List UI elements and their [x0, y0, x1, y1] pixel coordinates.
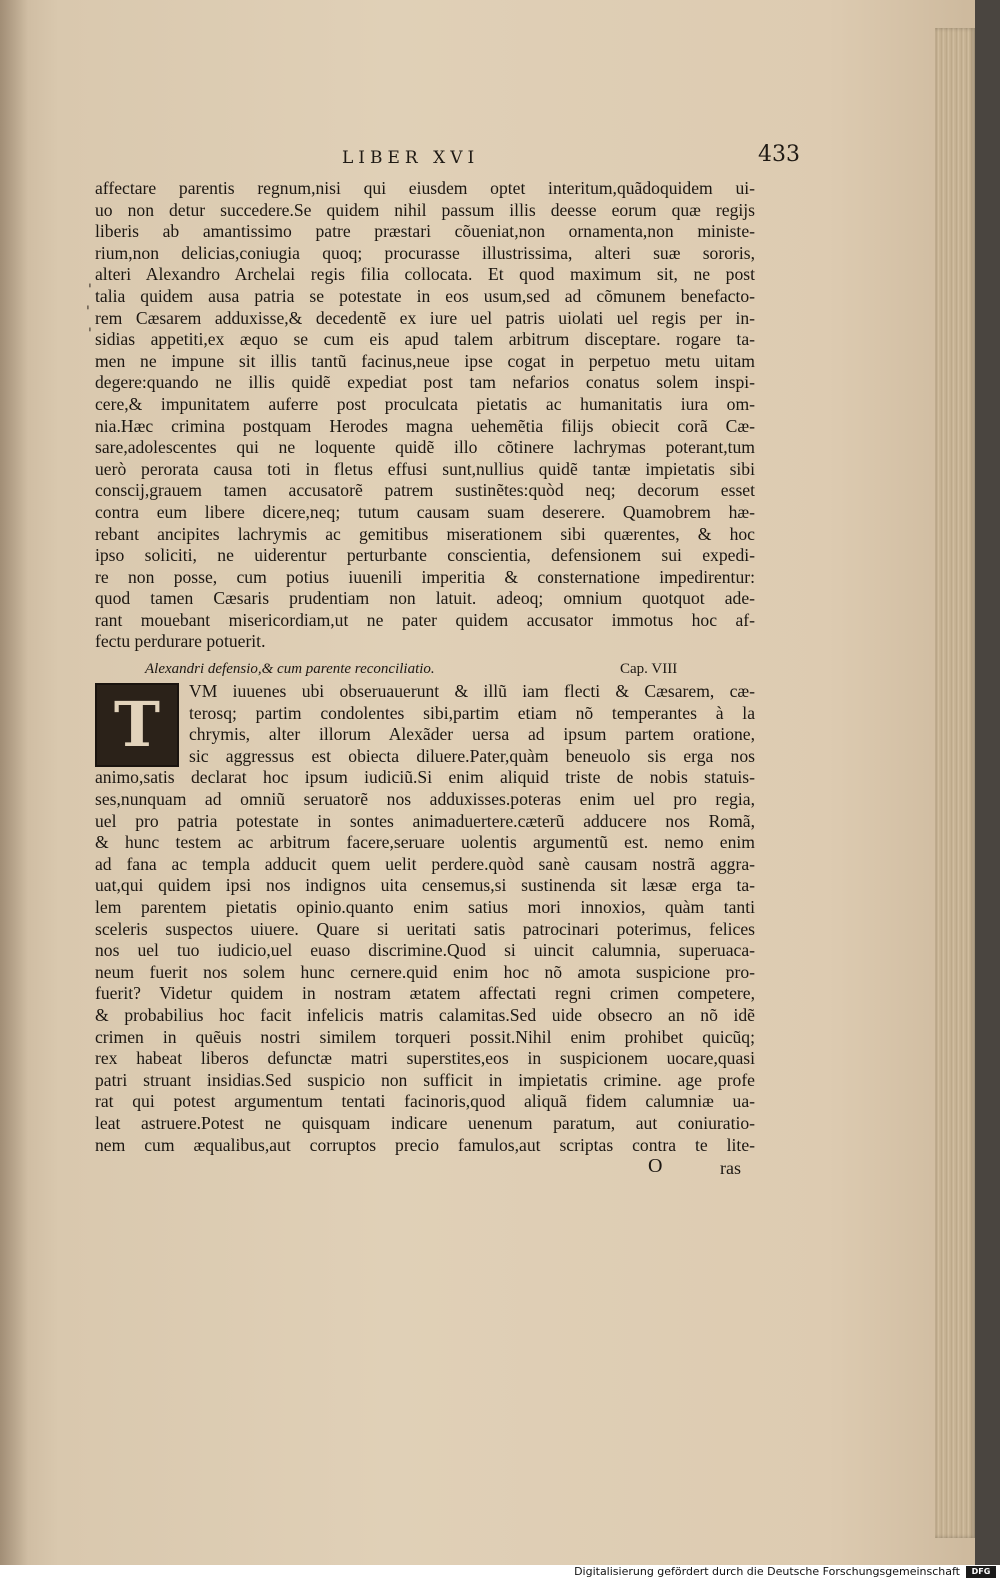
text-line: nos uel tuo iudicio,uel euaso discrimine.Quod si uincit calumnia, superuaca-	[95, 940, 755, 961]
initial-letter: T	[113, 688, 161, 762]
text-line: ipso soliciti, ne uiderentur perturbante conscientia, defensionem sui expedi-	[95, 545, 755, 566]
text-line: quod tamen Cæsaris prudentiam non latuit. adeoq; omnium quotquot ade-	[95, 588, 755, 609]
catchword: ras	[720, 1158, 741, 1179]
text-line: terosq; partim condolentes sibi,partim etiam nõ temperantes à la	[189, 702, 755, 723]
text-line: contra eum libere dicere,neq; tutum causam suam deserere. Quamobrem hæ-	[95, 501, 755, 522]
text-line: re non posse, cum potius iuuenili imperitia & consternatione impedirentur:	[95, 566, 755, 587]
chapter-heading	[95, 657, 755, 681]
text-line: nia.Hæc crimina postquam Herodes magna uehemẽtia filijs obiecit corã Cæ-	[95, 415, 755, 436]
text-line: rat qui potest argumentum tentati facinoris,quod aliquã fidem calumniæ ua-	[95, 1091, 755, 1112]
text-line: rex habeat liberos defunctæ matri superstites,eos in suspicionem uocare,quasi	[95, 1048, 755, 1069]
text-line: sic aggressus est obiecta diluere.Pater,quàm beneuolo sis erga nos	[189, 745, 755, 766]
footer-credit: Digitalisierung gefördert durch die Deutsche Forschungsgemeinschaft	[574, 1565, 960, 1578]
text-line: chrymis, alter illorum Alexãder uersa ad ipsum partem oratione,	[189, 724, 755, 745]
text-line: & probabilius hoc facit infelicis matris calamitas.Sed uide obsecro an nõ idẽ	[95, 1004, 755, 1025]
chapter-paragraph	[95, 767, 755, 1156]
text-line: talia quidem ausa patria se potestate in eos usum,sed ad cõmunem benefacto-	[95, 285, 755, 306]
margin-mark: '	[88, 326, 92, 342]
text-line: fectu perdurare potuerit.	[95, 631, 266, 652]
text-line: sare,adolescentes qui ne loquente quidẽ illo cõtinere lachrymas poterant,tum	[95, 437, 755, 458]
spine-shadow	[0, 0, 28, 1565]
text-line: sceleris suspectos uiuere. Quare si ueritati satis patrocinari poterimus, felices	[95, 918, 755, 939]
text-line: & hunc testem ac arbitrum facere,seruare uolentis argumentũ est. nemo enim	[95, 832, 755, 853]
text-line: liberis ab amantissimo patre præstari cõueniat,non ornamenta,non ministe-	[95, 221, 755, 242]
page-header	[90, 142, 800, 174]
text-line: degere:quando ne illis quidẽ expediat post tam nefarios conatus solem inspi-	[95, 372, 755, 393]
decorated-initial	[95, 683, 179, 767]
text-line: uerò perorata causa toti in fletus effusi sunt,nullius quidẽ tantæ impietatis sibi	[95, 458, 755, 479]
chapter-title: Alexandri defensio,& cum parente reconciliatio.	[145, 661, 435, 678]
text-line: rebant ancipites lachrymis ac gemitibus miserationem sibi quærentes, & hoc	[95, 523, 755, 544]
text-line: uo non detur succedere.Se quidem nihil passum illis deesse eorum quæ regijs	[95, 199, 755, 220]
running-head: LIBER XVI	[342, 148, 480, 168]
text-line: ad fana ac templa adducit quem uelit perdere.quòd sanè causam nostrã aggra-	[95, 853, 755, 874]
text-line: animo,satis declarat hoc ipsum iudiciũ.Si enim aliquid triste de nobis statuis-	[95, 767, 755, 788]
text-line: uel pro patria potestate in sontes animaduertere.cæterũ adducere nos Romã,	[95, 810, 755, 831]
chapter-opening	[95, 681, 755, 767]
text-line: cere,& impunitatem auferre post proculcata pietatis ac humanitatis iura om-	[95, 393, 755, 414]
text-line: neum fuerit nos solem hunc cernere.quid enim hoc nõ amota suspicione pro-	[95, 961, 755, 982]
text-line: men ne impune sit illis tantũ facinus,neue ipse cogat in perpetuo metu uitam	[95, 350, 755, 371]
dfg-logo: DFG	[966, 1566, 996, 1578]
text-line: alteri Alexandro Archelai regis filia collocata. Et quod maximum sit, ne post	[95, 264, 755, 285]
chapter-number: Cap. VIII	[620, 661, 678, 678]
text-line: lem parentem pietatis opinio.quanto enim satius mori innoxios, quàm tanti	[95, 897, 755, 917]
text-line: rem Cæsarem adduxisse,& decedentẽ ex iure uel patris uiolati uel regis per in-	[95, 307, 755, 328]
text-line: sidias appetiti,ex æquo se cum eis apud talem arbitrum disceptare. rogare ta-	[95, 329, 755, 350]
text-line: rium,non delicias,coniugia quoq; procurasse illustrissima, alteri suæ sororis,	[95, 242, 755, 263]
indented-lines	[95, 681, 755, 767]
footer-bar	[0, 1565, 1000, 1580]
text-line: ses,nunquam ad omniũ seruatorẽ nos adduxisses.poteras enim uel pro regia,	[95, 789, 755, 810]
text-block	[95, 178, 755, 1182]
signature-mark: O	[648, 1155, 663, 1178]
text-line: crimen in quẽuis nostri similem torqueri possit.Nihil enim prohibet quicũq;	[95, 1026, 755, 1047]
text-line: fuerit? Videtur quidem in nostram ætatem affectati regni crimen competere,	[95, 983, 755, 1004]
margin-mark: '	[86, 304, 90, 320]
body-paragraph	[95, 178, 755, 653]
catchword-row	[95, 1156, 755, 1182]
page-number: 433	[758, 142, 800, 167]
page-edge	[935, 28, 975, 1538]
text-line: patri struant insidias.Sed suspicio non sufficit in impietatis crimine. age profe	[95, 1069, 755, 1090]
text-line: rant mouebant misericordiam,ut ne pater quidem accusator immotus hoc af-	[95, 609, 755, 630]
text-line: VM iuuenes ubi obseruauerunt & illũ iam flecti & Cæsarem, cæ-	[189, 681, 755, 702]
text-line: affectare parentis regnum,nisi qui eiusdem optet interitum,quãdoquidem ui-	[95, 178, 755, 198]
text-line: leat astruere.Potest ne quisquam indicare uenenum paratum, aut coniuratio-	[95, 1112, 755, 1133]
text-line: nem cum æqualibus,aut corruptos precio famulos,aut scriptas contra te lite-	[95, 1134, 755, 1155]
margin-mark: '	[88, 282, 92, 298]
text-line: conscij,grauem tamen accusatorẽ patrem sustinẽtes:quòd neq; decorum esset	[95, 480, 755, 501]
text-line: uat,qui quidem ipsi nos indignos uita censemus,si sustinenda sit læsæ erga ta-	[95, 875, 755, 896]
